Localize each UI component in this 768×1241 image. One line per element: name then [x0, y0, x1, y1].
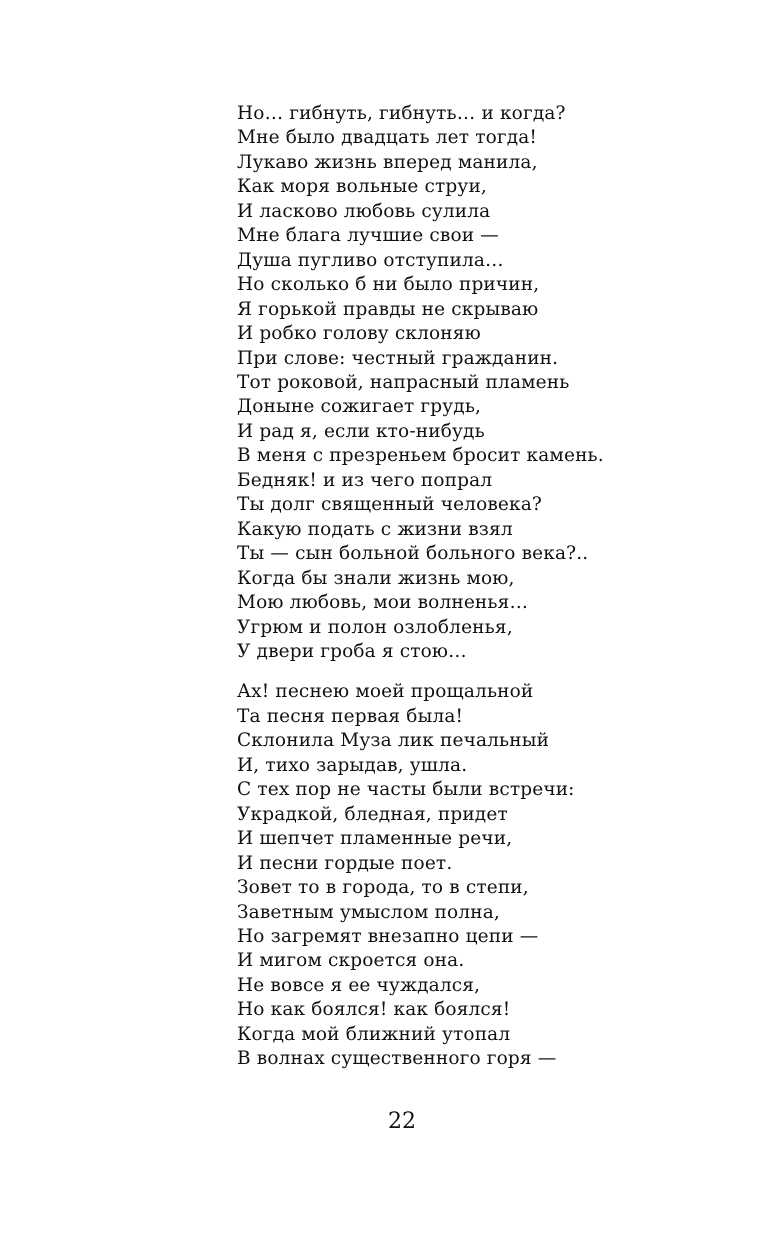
poem-line: Ты долг священный человека? — [237, 494, 542, 516]
poem-line: Но сколько б ни было причин, — [237, 274, 540, 296]
poem-line: Тот роковой, напрасный пламень — [237, 371, 570, 393]
poem-line: Какую подать с жизни взял — [237, 518, 513, 540]
poem-line: Но как боялся! как боялся! — [237, 999, 511, 1021]
poem-line: В меня с презреньем бросит камень. — [237, 445, 604, 467]
stanza — [237, 680, 737, 1071]
poem-line: Лукаво жизнь вперед манила, — [237, 151, 538, 173]
poem-line: Мою любовь, мои волненья… — [237, 592, 529, 614]
poem-line: При слове: честный гражданин. — [237, 347, 559, 369]
poem-line: Но… гибнуть, гибнуть… и когда? — [237, 103, 566, 124]
poem-line: Ты — сын больной больного века?.. — [237, 543, 589, 565]
poem-line: И, тихо зарыдав, ушла. — [237, 754, 468, 776]
poem-line: Угрюм и полон озлобленья, — [237, 616, 513, 638]
poem-line: У двери гроба я стою… — [237, 640, 467, 662]
page-number: 22 — [388, 1109, 416, 1134]
poem-line: Душа пугливо отступила… — [237, 249, 504, 271]
poem-line: С тех пор не часты были встречи: — [237, 779, 575, 801]
poem-line: Украдкой, бледная, придет — [237, 803, 508, 825]
poem-line: Мне блага лучшие свои — — [237, 225, 499, 247]
poem-line: И песни гордые поет. — [237, 852, 453, 874]
poem-line: И шепчет пламенные речи, — [237, 828, 513, 850]
poem-line: Зовет то в города, то в степи, — [237, 877, 529, 899]
poem-line: И рад я, если кто-нибудь — [237, 420, 485, 442]
poem-line: Та песня первая была! — [237, 705, 464, 727]
stanza — [237, 102, 737, 664]
poem-line: Но загремят внезапно цепи — — [237, 925, 539, 947]
poem-line: Мне было двадцать лет тогда! — [237, 127, 538, 149]
poem-line: Как моря вольные струи, — [237, 176, 487, 198]
poem-line: Я горькой правды не скрываю — [237, 298, 539, 320]
poem-text — [237, 102, 737, 1072]
poem-line: И робко голову склоняю — [237, 323, 481, 345]
poem-line: И мигом скроется она. — [237, 950, 465, 972]
poem-line: Когда мой ближний утопал — [237, 1023, 511, 1045]
poem-line: Заветным умыслом полна, — [237, 901, 500, 923]
poem-line: В волнах существенного горя — — [237, 1048, 557, 1070]
poem-line: Не вовсе я ее чуждался, — [237, 974, 481, 996]
poem-line: И ласково любовь сулила — [237, 200, 491, 222]
poem-line: Когда бы знали жизнь мою, — [237, 567, 515, 589]
poem-line: Бедняк! и из чего попрал — [237, 469, 493, 491]
poem-line: Ах! песнею моей прощальной — [237, 681, 534, 703]
poem-line: Доныне сожигает грудь, — [237, 396, 482, 418]
poem-line: Склонила Муза лик печальный — [237, 730, 550, 752]
